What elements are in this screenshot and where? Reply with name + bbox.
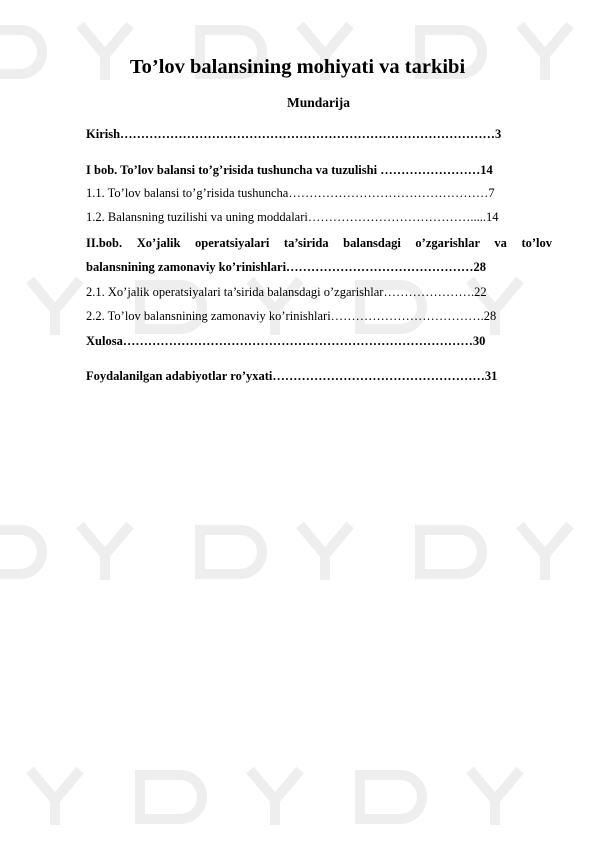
toc-entry-chapter-2-line2: balansnining zamonaviy ko’rinishlari………………………………………28	[86, 260, 487, 274]
toc-entry-2-2: 2.2. To’lov balansnining zamonaviy ko’rinishlari……………………………….28	[86, 309, 497, 323]
toc-entry-1-2: 1.2. Balansning tuzilishi va uning moddalari………………………………….....14	[86, 210, 499, 224]
toc-entry-2-1: 2.1. Xo’jalik operatsiyalari ta’sirida balansdagi o’zgarishlar………………….22	[86, 285, 487, 299]
toc-entry-kirish: Kirish………………………………………………………………………………3	[86, 127, 502, 141]
document-title: To’lov balansining mohiyati va tarkibi	[129, 56, 466, 78]
toc-entry-xulosa: Xulosa…………………………………………………………………………30	[86, 334, 486, 348]
toc-entry-references: Foydalanilgan adabiyotlar ro’yxati……………………………………………31	[86, 369, 498, 383]
toc-entry-1-1: 1.1. To’lov balansi to’g’risida tushuncha…………………………………………7	[86, 186, 495, 200]
toc-heading: Mundarija	[286, 95, 350, 110]
toc-entry-chapter-1: I bob. To’lov balansi to’g’risida tushuncha va tuzulishi ……………………14	[86, 163, 493, 177]
toc-entry-chapter-2-line1: II.bob. Xo’jalik operatsiyalari ta’sirida balansdagi o’zgarishlar va to’lov	[86, 236, 552, 250]
